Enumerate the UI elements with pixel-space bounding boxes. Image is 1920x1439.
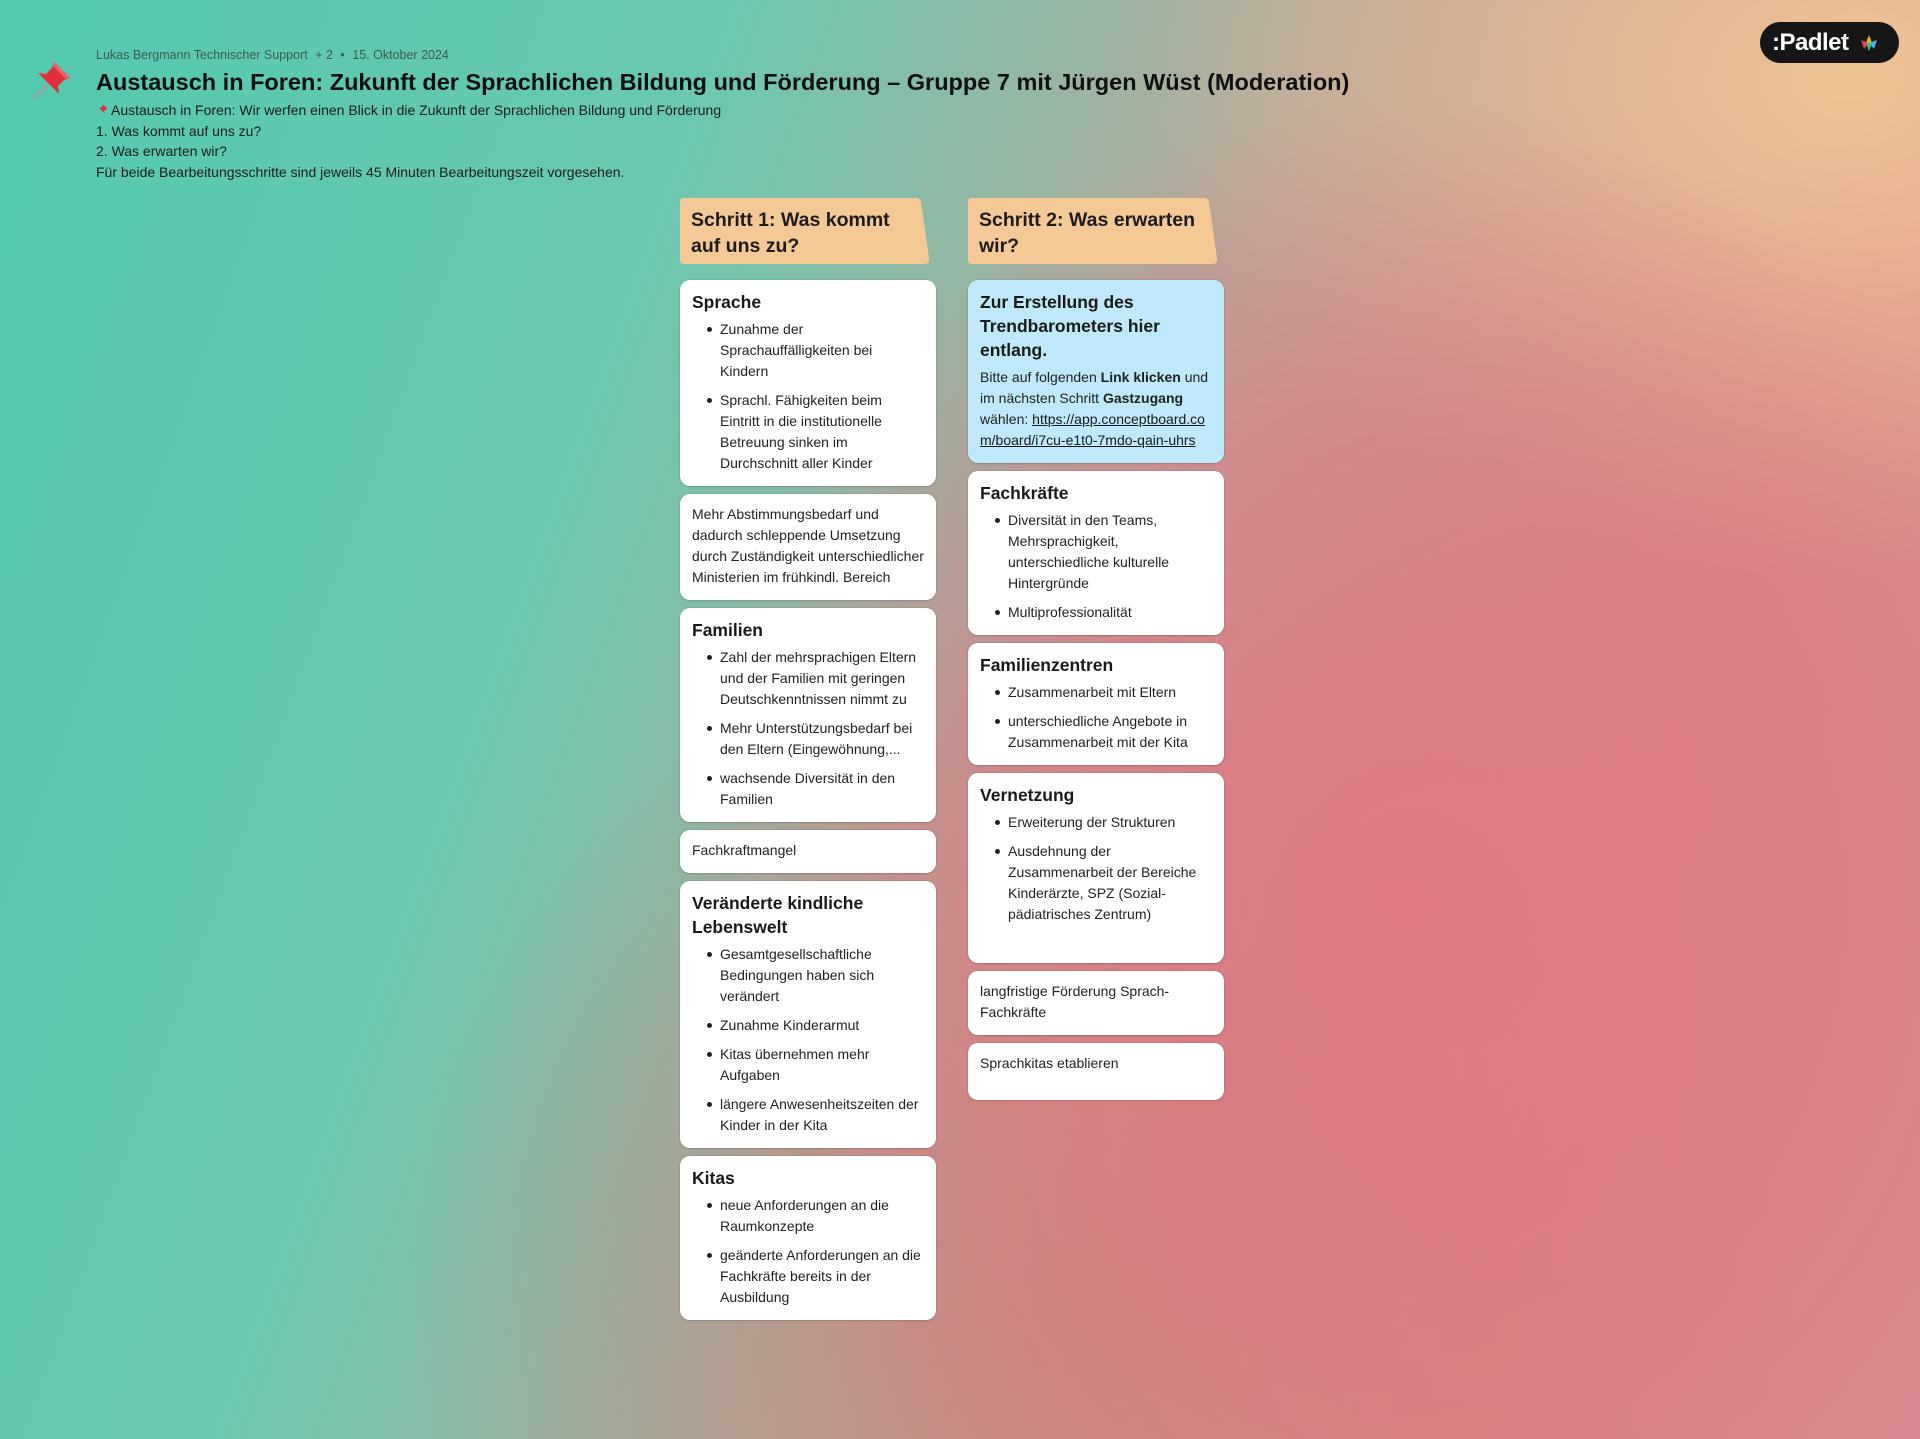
logo-text: :Padlet: [1772, 28, 1849, 56]
pushpin-small-icon: [96, 103, 109, 116]
post-date: 15. Oktober 2024: [352, 48, 449, 62]
post-list: [692, 1195, 924, 1308]
post-card-foerderung[interactable]: [968, 971, 1224, 1035]
page-title: Austausch in Foren: Zukunft der Sprachlichen Bildung und Förderung – Gruppe 7 mit Jürgen Wüst (Moderation): [96, 69, 1350, 95]
post-card-kitas[interactable]: [680, 1156, 936, 1320]
column-step-1: [680, 198, 936, 1328]
post-text: Mehr Abstimmungsbedarf und dadurch schleppende Umsetzung durch Zuständigkeit unterschiedlicher Ministerien im frühkindl. Bereich: [692, 506, 924, 585]
post-text: Bitte auf folgenden Link klicken und im nächsten Schritt Gastzugang wählen: https://app.conceptboard.com/board/i7cu-e1t0-7mdo-qain-uhrs: [980, 369, 1209, 448]
list-item: Erweiterung der Strukturen: [980, 812, 1212, 833]
post-title: Fachkräfte: [980, 483, 1069, 503]
post-title: Vernetzung: [980, 785, 1075, 805]
list-item: Ausdehnung der Zusammenarbeit der Bereiche Kinderärzte, SPZ (Sozial-pädiatrisches Zentrum): [980, 841, 1212, 925]
post-card-sprachkitas[interactable]: [968, 1043, 1224, 1100]
board-header: [96, 47, 1596, 182]
contributors-count[interactable]: + 2: [315, 48, 333, 62]
post-card-vernetzung[interactable]: [968, 773, 1224, 963]
section-title: Schritt 2: Was erwarten wir?: [979, 209, 1196, 257]
list-item: Zahl der mehrsprachigen Eltern und der Familien mit geringen Deutschkenntnissen nimmt zu: [692, 647, 924, 710]
post-card-abstimmungsbedarf[interactable]: [680, 494, 936, 600]
post-list: [692, 944, 924, 1136]
section-header-step-2[interactable]: [968, 198, 1224, 264]
section-title: Schritt 1: Was kommt auf uns zu?: [691, 209, 890, 257]
pushpin-icon: [28, 56, 76, 104]
post-list: [980, 682, 1212, 753]
post-text: Fachkraftmangel: [692, 842, 797, 858]
post-title: Veränderte kindliche Lebenswelt: [692, 893, 864, 937]
post-text: Sprachkitas etablieren: [980, 1055, 1119, 1071]
post-card-fachkraefte[interactable]: [968, 471, 1224, 635]
list-item: Gesamtgesellschaftliche Bedingungen haben sich verändert: [692, 944, 924, 1007]
post-title: Sprache: [692, 292, 762, 312]
conceptboard-link[interactable]: https://app.conceptboard.com/board/i7cu-e1t0-7mdo-qain-uhrs: [980, 411, 1205, 448]
list-item: Kitas übernehmen mehr Aufgaben: [692, 1044, 924, 1086]
board-meta: [96, 47, 1596, 63]
list-item: unterschiedliche Angebote in Zusammenarbeit mit der Kita: [980, 711, 1212, 753]
post-list: [980, 812, 1212, 925]
post-list: [692, 647, 924, 810]
column-step-2: [968, 198, 1224, 1108]
list-item: neue Anforderungen an die Raumkonzepte: [692, 1195, 924, 1237]
list-item: Sprachl. Fähigkeiten beim Eintritt in die institutionelle Betreuung sinken im Durchschnitt aller Kinder: [692, 390, 924, 474]
post-card-sprache[interactable]: [680, 280, 936, 486]
padlet-logo[interactable]: [1760, 22, 1899, 63]
post-card-trendbarometer[interactable]: [968, 280, 1224, 463]
list-item: längere Anwesenheitszeiten der Kinder in der Kita: [692, 1094, 924, 1136]
description-line-3: 2. Was erwarten wir?: [96, 143, 227, 159]
post-text: langfristige Förderung Sprach-Fachkräfte: [980, 983, 1170, 1020]
list-item: Zunahme Kinderarmut: [692, 1015, 924, 1036]
card-spacer: [980, 925, 1212, 951]
post-card-lebenswelt[interactable]: [680, 881, 936, 1148]
post-title: Familien: [692, 620, 763, 640]
list-item: Zunahme der Sprachauffälligkeiten bei Kindern: [692, 319, 924, 382]
list-item: Multiprofessionalität: [980, 602, 1212, 623]
list-item: Zusammenarbeit mit Eltern: [980, 682, 1212, 703]
card-spacer: [980, 1074, 1212, 1088]
post-title: Kitas: [692, 1168, 735, 1188]
post-title: Zur Erstellung des Trendbarometers hier entlang.: [980, 292, 1160, 360]
post-title: Familienzentren: [980, 655, 1114, 675]
post-list: [980, 510, 1212, 623]
list-item: wachsende Diversität in den Familien: [692, 768, 924, 810]
post-list: [692, 319, 924, 474]
description-line-1: Austausch in Foren: Wir werfen einen Blick in die Zukunft der Sprachlichen Bildung und Förderung: [96, 100, 1596, 121]
list-item: geänderte Anforderungen an die Fachkräfte bereits in der Ausbildung: [692, 1245, 924, 1308]
post-card-familienzentren[interactable]: [968, 643, 1224, 765]
list-item: Diversität in den Teams, Mehrsprachigkeit, unterschiedliche kulturelle Hintergründe: [980, 510, 1212, 594]
post-card-familien[interactable]: [680, 608, 936, 822]
meta-separator: •: [340, 48, 345, 62]
padlet-logo-icon: [1858, 32, 1880, 54]
description-line-2: 1. Was kommt auf uns zu?: [96, 122, 262, 139]
description-line-4: Für beide Bearbeitungsschritte sind jeweils 45 Minuten Bearbeitungszeit vorgesehen.: [96, 163, 625, 180]
section-header-step-1[interactable]: [680, 198, 936, 264]
post-card-fachkraftmangel[interactable]: [680, 830, 936, 873]
list-item: Mehr Unterstützungsbedarf bei den Eltern (Eingewöhnung,...: [692, 718, 924, 760]
board-description: [96, 100, 1596, 182]
author-name[interactable]: Lukas Bergmann Technischer Support: [96, 48, 308, 62]
